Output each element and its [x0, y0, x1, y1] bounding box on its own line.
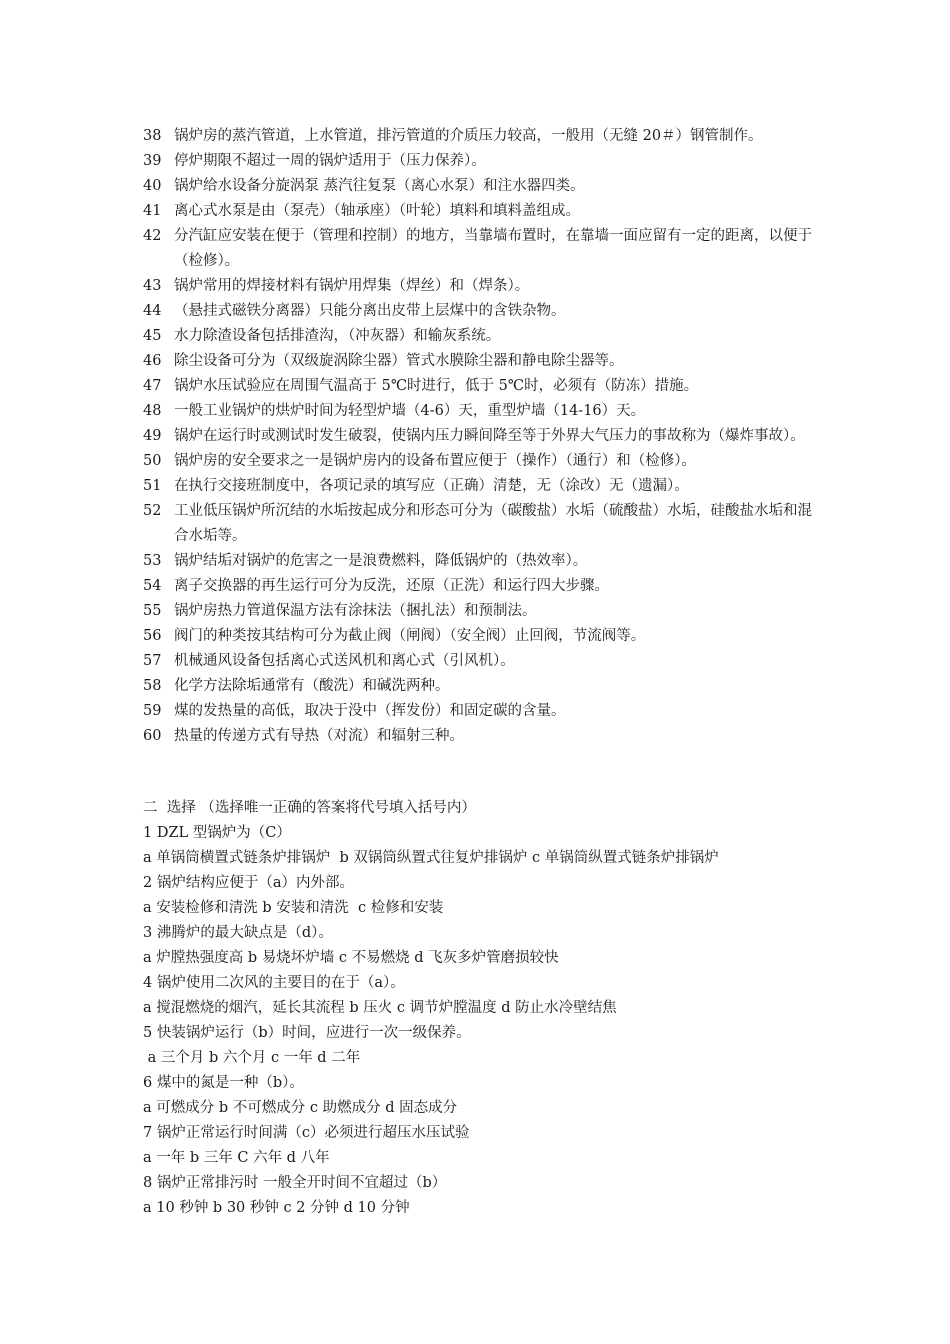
question-number: 58: [143, 678, 162, 694]
choice-options: a 炉膛热强度高 b 易烧坏炉墙 c 不易燃烧 d 飞灰多炉管磨损较快: [143, 950, 559, 966]
question-item: [143, 449, 813, 474]
question-number: 45: [143, 328, 162, 344]
question-text: 水力除渣设备包括排渣沟，（冲灰器）和输灰系统。: [174, 328, 501, 344]
question-text: 锅炉房热力管道保温方法有涂抹法（捆扎法）和预制法。: [174, 603, 537, 619]
question-number: 57: [143, 653, 162, 669]
question-text: 热量的传递方式有导热（对流）和辐射三种。: [174, 728, 464, 744]
question-text: 锅炉在运行时或测试时发生破裂，使锅内压力瞬间降至等于外界大气压力的事故称为（爆炸事故）。: [174, 428, 805, 444]
question-text: （悬挂式磁铁分离器）只能分离出皮带上层煤中的含铁杂物。: [174, 303, 566, 319]
question-item: [143, 199, 813, 224]
question-text: 阀门的种类按其结构可分为截止阀（闸阀）（安全阀）止回阀，节流阀等。: [174, 628, 646, 644]
fill-in-question-list: [143, 124, 813, 749]
choice-options: a 安装检修和清洗 b 安装和清洗 c 检修和安装: [143, 900, 444, 916]
question-number: 54: [143, 578, 162, 594]
question-item: [143, 174, 813, 199]
choice-options: a 可燃成分 b 不可燃成分 c 助燃成分 d 固态成分: [143, 1100, 458, 1116]
choice-lines: [143, 821, 823, 1221]
question-text: 离心式水泵是由（泵壳）（轴承座）（叶轮）填料和填料盖组成。: [174, 203, 580, 219]
question-text: 分汽缸应安装在便于（管理和控制）的地方，当靠墙布置时，在靠墙一面应留有一定的距离，以便于（检修）。: [174, 228, 812, 269]
question-text: 除尘设备可分为（双级旋涡除尘器）管式水膜除尘器和静电除尘器等。: [174, 353, 624, 369]
question-text: 停炉期限不超过一周的锅炉适用于（压力保养）。: [174, 153, 486, 169]
choice-question: 6 煤中的氮是一种（b）。: [143, 1075, 304, 1091]
choice-question: 5 快装锅炉运行（b）时间，应进行一次一级保养。: [143, 1025, 471, 1041]
question-number: 53: [143, 553, 162, 569]
question-number: 51: [143, 478, 162, 494]
question-item: [143, 549, 813, 574]
question-text: 锅炉给水设备分旋涡泵 蒸汽往复泵（离心水泵）和注水器四类。: [174, 178, 585, 194]
question-text: 工业低压锅炉所沉结的水垢按起成分和形态可分为（碳酸盐）水垢（硫酸盐）水垢，硅酸盐水垢和混合水垢等。: [174, 503, 812, 544]
question-text: 锅炉房的蒸汽管道，上水管道，排污管道的介质压力较高，一般用（无缝 20＃）钢管制作。: [174, 128, 763, 144]
question-item: [143, 474, 813, 499]
question-text: 机械通风设备包括离心式送风机和离心式（引风机）。: [174, 653, 515, 669]
question-text: 化学方法除垢通常有（酸洗）和碱洗两种。: [174, 678, 450, 694]
question-item: [143, 349, 813, 374]
question-item: [143, 599, 813, 624]
question-item: [143, 624, 813, 649]
choice-options: a 三个月 b 六个月 c 一年 d 二年: [143, 1050, 361, 1066]
question-item: [143, 399, 813, 424]
question-number: 56: [143, 628, 162, 644]
question-number: 39: [143, 153, 162, 169]
choice-options: a 一年 b 三年 C 六年 d 八年: [143, 1150, 330, 1166]
question-number: 55: [143, 603, 162, 619]
question-text: 锅炉房的安全要求之一是锅炉房内的设备布置应便于（操作）（通行）和（检修）。: [174, 453, 696, 469]
question-number: 47: [143, 378, 162, 394]
question-item: [143, 674, 813, 699]
choice-question: 3 沸腾炉的最大缺点是（d）。: [143, 925, 333, 941]
choice-question: 2 锅炉结构应便于（a）内外部。: [143, 875, 354, 891]
question-number: 49: [143, 428, 162, 444]
choice-options: a 单锅筒横置式链条炉排锅炉 b 双锅筒纵置式往复炉排锅炉 c 单锅筒纵置式链条炉排锅炉: [143, 850, 719, 866]
question-number: 59: [143, 703, 162, 719]
choice-options: a 搅混燃烧的烟汽，延长其流程 b 压火 c 调节炉膛温度 d 防止水冷壁结焦: [143, 1000, 617, 1016]
question-item: [143, 649, 813, 674]
question-text: 在执行交接班制度中，各项记录的填写应（正确）清楚，无（涂改）无（遗漏）。: [174, 478, 689, 494]
question-number: 42: [143, 228, 162, 244]
choice-question: 7 锅炉正常运行时间满（c）必须进行超压水压试验: [143, 1125, 470, 1141]
question-number: 60: [143, 728, 162, 744]
question-item: [143, 724, 813, 749]
question-number: 50: [143, 453, 162, 469]
question-item: [143, 224, 813, 274]
choice-question: 1 DZL 型锅炉为（C）: [143, 825, 291, 841]
question-number: 40: [143, 178, 162, 194]
choice-question: 8 锅炉正常排污时 一般全开时间不宜超过（b）: [143, 1175, 447, 1191]
question-item: [143, 699, 813, 724]
question-text: 锅炉水压试验应在周围气温高于 5℃时进行，低于 5℃时，必须有（防冻）措施。: [174, 378, 699, 394]
question-number: 43: [143, 278, 162, 294]
question-number: 44: [143, 303, 162, 319]
choice-section: [143, 796, 823, 1221]
question-text: 离子交换器的再生运行可分为反洗，还原（正洗）和运行四大步骤。: [174, 578, 609, 594]
choice-question: 4 锅炉使用二次风的主要目的在于（a）。: [143, 975, 405, 991]
question-number: 46: [143, 353, 162, 369]
question-number: 52: [143, 503, 162, 519]
question-text: 锅炉常用的焊接材料有锅炉用焊集（焊丝）和（焊条）。: [174, 278, 530, 294]
question-number: 48: [143, 403, 162, 419]
question-item: [143, 324, 813, 349]
question-number: 41: [143, 203, 162, 219]
question-item: [143, 424, 813, 449]
question-item: [143, 299, 813, 324]
section-heading: 二 选择 （选择唯一正确的答案将代号填入括号内）: [143, 800, 476, 816]
question-item: [143, 499, 813, 549]
question-item: [143, 574, 813, 599]
question-text: 锅炉结垢对锅炉的危害之一是浪费燃料，降低锅炉的（热效率）。: [174, 553, 588, 569]
question-number: 38: [143, 128, 162, 144]
question-item: [143, 124, 813, 149]
choice-options: a 10 秒钟 b 30 秒钟 c 2 分钟 d 10 分钟: [143, 1200, 410, 1216]
question-item: [143, 149, 813, 174]
question-text: 一般工业锅炉的烘炉时间为轻型炉墙（4-6）天，重型炉墙（14-16）天。: [174, 403, 646, 419]
question-item: [143, 274, 813, 299]
question-item: [143, 374, 813, 399]
question-text: 煤的发热量的高低，取决于没中（挥发份）和固定碳的含量。: [174, 703, 566, 719]
